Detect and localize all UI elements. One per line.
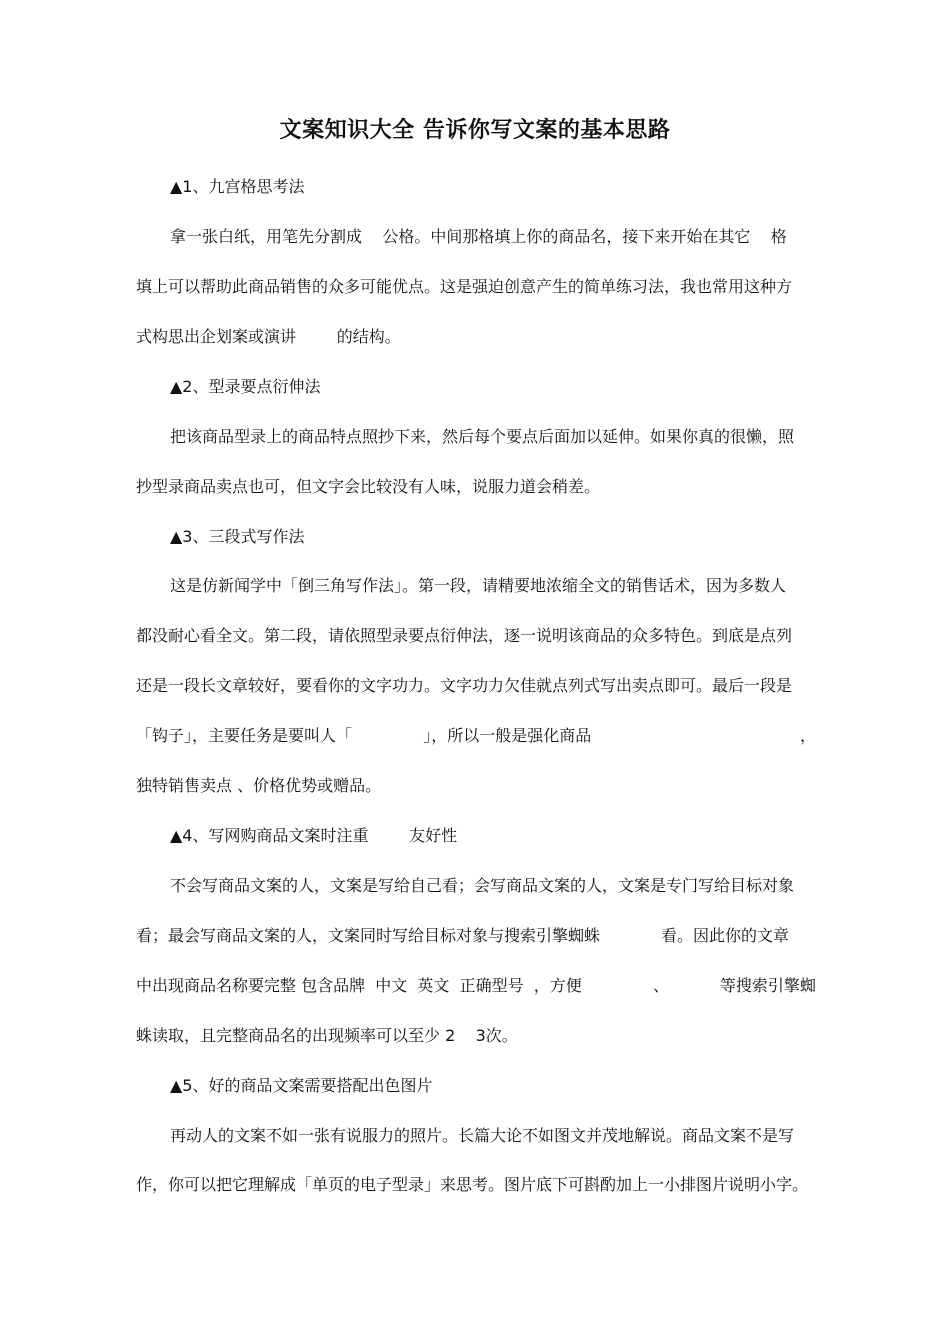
section-3-line-4: 「钩子」，主要任务是要叫人「 」，所以一般是强化商品: [136, 726, 592, 745]
section-1-line-2: 填上可以帮助此商品销售的众多可能优点。这是强迫创意产生的简单练习法，我也常用这种方: [136, 277, 793, 296]
section-5-line-1: 再动人的文案不如一张有说服力的照片。长篇大论不如图文并茂地解说。商品文案不是写: [170, 1126, 795, 1145]
section-4-line-4: 蛛读取，且完整商品名的出现频率可以至少 2 3次。: [136, 1026, 518, 1045]
section-1-line-3: 式构思出企划案或演讲 的结构。: [136, 327, 401, 346]
section-3-line-5: 独特销售卖点 、价格优势或赠品。: [136, 776, 382, 795]
section-2-line-1: 把该商品型录上的商品特点照抄下来，然后每个要点后面加以延伸。如果你真的很懒，照: [170, 427, 795, 446]
section-3-line-4-end: ，: [799, 726, 816, 745]
section-4-line-2: 看；最会写商品文案的人，文案同时写给目标对象与搜索引擎蜘蛛 看。因此你的文章: [136, 926, 790, 945]
section-3-line-3: 还是一段长文章较好，要看你的文字功力。文字功力欠佳就点列式写出卖点即可。最后一段是: [136, 676, 793, 695]
section-3-heading: ▲3、三段式写作法: [170, 527, 305, 546]
section-3-line-1: 这是仿新闻学中「倒三角写作法」。第一段，请精要地浓缩全文的销售话术，因为多数人: [170, 576, 787, 595]
section-3-line-2: 都没耐心看全文。第二段，请依照型录要点衍伸法，逐一说明该商品的众多特色。到底是点列: [136, 626, 793, 645]
section-5-heading: ▲5、好的商品文案需要搭配出色图片: [170, 1076, 433, 1095]
section-2-heading: ▲2、型录要点衍伸法: [170, 377, 321, 396]
section-4-line-1: 不会写商品文案的人，文案是写给自己看；会写商品文案的人，文案是专门写给目标对象: [170, 876, 795, 895]
section-1-line-1: 拿一张白纸，用笔先分割成 公格。中间那格填上你的商品名，接下来开始在其它 格: [170, 227, 787, 246]
section-4-line-3: 中出现商品名称要完整 包含品牌 中文 英文 正确型号 ，方便 、 等搜索引擎蜘: [136, 976, 816, 995]
section-1-heading: ▲1、九宫格思考法: [170, 177, 305, 196]
section-2-line-2: 抄型录商品卖点也可，但文字会比较没有人味，说服力道会稍差。: [136, 477, 601, 496]
section-5-line-2: 作，你可以把它理解成「单页的电子型录」来思考。图片底下可斟酌加上一小排图片说明小字。: [136, 1175, 809, 1194]
section-4-heading: ▲4、写网购商品文案时注重 友好性: [170, 826, 458, 845]
document-title: 文案知识大全 告诉你写文案的基本思路: [279, 118, 671, 143]
